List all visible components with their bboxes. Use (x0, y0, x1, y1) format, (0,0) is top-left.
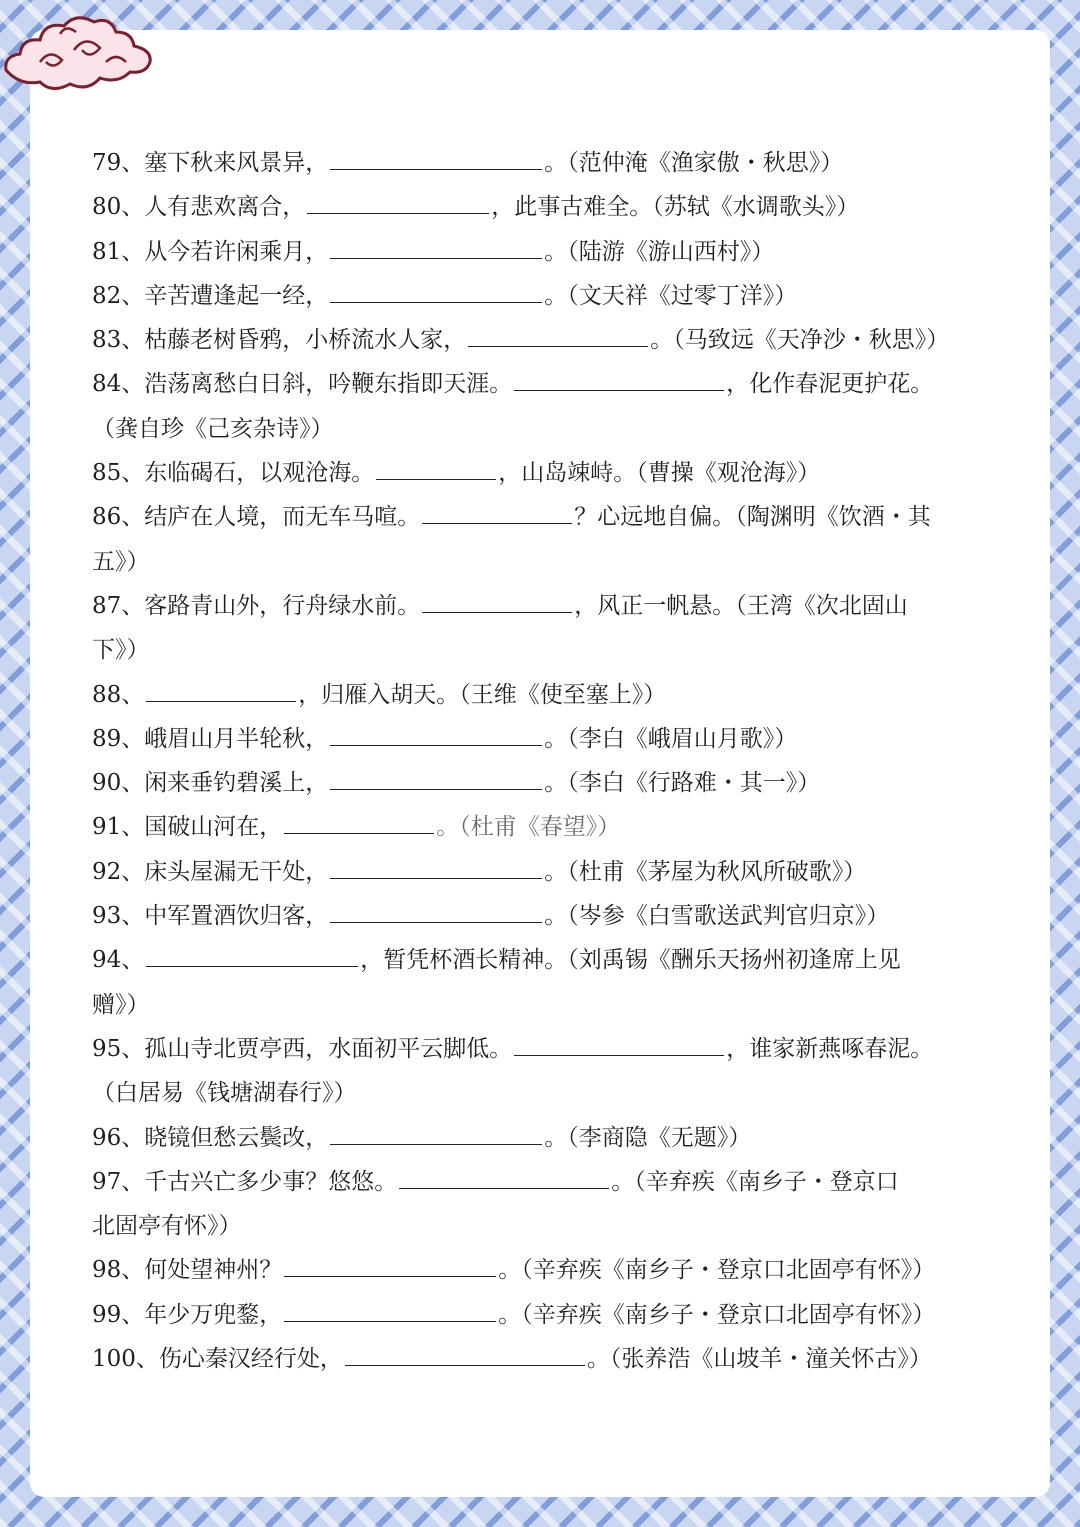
list-item: 93、中军置酒饮归客， 。（岑参《白雪歌送武判官归京》） (92, 894, 992, 938)
list-item: 100、伤心秦汉经行处， 。（张养浩《山坡羊・潼关怀古》） (92, 1337, 992, 1381)
list-item: 96、晓镜但愁云鬓改， 。（李商隐《无题》） (92, 1116, 992, 1160)
list-item: （龚自珍《己亥杂诗》） (92, 415, 334, 442)
list-item: 82、辛苦遭逢起一经， 。（文天祥《过零丁洋》） (92, 274, 992, 318)
answer-blank[interactable] (422, 501, 572, 524)
question-list (92, 141, 992, 1381)
answer-blank[interactable] (146, 679, 296, 702)
list-item: 87、客路青山外，行舟绿水前。 ，风正一帆悬。（王湾《次北固山 (92, 584, 992, 628)
answer-blank[interactable] (330, 1122, 542, 1145)
list-item: 91、国破山河在， 。（杜甫《春望》） (92, 805, 992, 849)
answer-blank[interactable] (330, 900, 542, 923)
answer-blank[interactable] (284, 1299, 496, 1322)
list-item: 80、人有悲欢离合， ，此事古难全。（苏轼《水调歌头》） (92, 185, 992, 229)
answer-blank[interactable] (330, 280, 542, 303)
list-item: 94、 ，暂凭杯酒长精神。（刘禹锡《酬乐天扬州初逢席上见 (92, 938, 992, 982)
list-item: 79、塞下秋来风景异， 。（范仲淹《渔家傲・秋思》） (92, 141, 992, 185)
list-item: 88、 ，归雁入胡天。（王维《使至塞上》） (92, 673, 992, 717)
list-item: （白居易《钱塘湖春行》） (92, 1080, 357, 1107)
list-item: 五》） (92, 548, 150, 575)
list-item: 赠》） (92, 991, 150, 1018)
list-item: 89、峨眉山月半轮秋， 。（李白《峨眉山月歌》） (92, 717, 992, 761)
answer-blank[interactable] (330, 723, 542, 746)
auspicious-cloud-icon (0, 0, 160, 100)
answer-blank[interactable] (514, 368, 724, 391)
answer-blank[interactable] (422, 590, 572, 613)
answer-blank[interactable] (284, 811, 434, 834)
list-item: 90、闲来垂钓碧溪上， 。（李白《行路难・其一》） (92, 761, 992, 805)
list-item: 92、床头屋漏无干处， 。（杜甫《茅屋为秋风所破歌》） (92, 850, 992, 894)
answer-blank[interactable] (514, 1033, 724, 1056)
list-item: 北固亭有怀》） (92, 1213, 242, 1240)
list-item: 83、枯藤老树昏鸦，小桥流水人家， 。（马致远《天净沙・秋思》） (92, 318, 992, 362)
list-item: 86、结庐在人境，而无车马喧。 ？心远地自偏。（陶渊明《饮酒・其 (92, 495, 992, 539)
answer-blank[interactable] (345, 1343, 585, 1366)
answer-blank[interactable] (399, 1166, 609, 1189)
list-item: 下》） (92, 637, 150, 664)
answer-blank[interactable] (330, 856, 542, 879)
answer-blank[interactable] (307, 191, 489, 214)
answer-blank[interactable] (468, 324, 648, 347)
answer-blank[interactable] (146, 944, 358, 967)
list-item: 85、东临碣石，以观沧海。 ，山岛竦峙。（曹操《观沧海》） (92, 451, 992, 495)
list-item: 98、何处望神州？ 。（辛弃疾《南乡子・登京口北固亭有怀》） (92, 1248, 992, 1292)
answer-blank[interactable] (330, 236, 542, 259)
list-item: 84、浩荡离愁白日斜，吟鞭东指即天涯。 ，化作春泥更护花。 (92, 362, 992, 406)
answer-blank[interactable] (376, 457, 496, 480)
list-item: 97、千古兴亡多少事？悠悠。 。（辛弃疾《南乡子・登京口 (92, 1160, 992, 1204)
list-item: 95、孤山寺北贾亭西，水面初平云脚低。 ，谁家新燕啄春泥。 (92, 1027, 992, 1071)
answer-blank[interactable] (330, 147, 542, 170)
answer-blank[interactable] (284, 1254, 496, 1277)
list-item: 81、从今若许闲乘月， 。（陆游《游山西村》） (92, 230, 992, 274)
answer-blank[interactable] (330, 767, 542, 790)
list-item: 99、年少万兜鍪， 。（辛弃疾《南乡子・登京口北固亭有怀》） (92, 1293, 992, 1337)
